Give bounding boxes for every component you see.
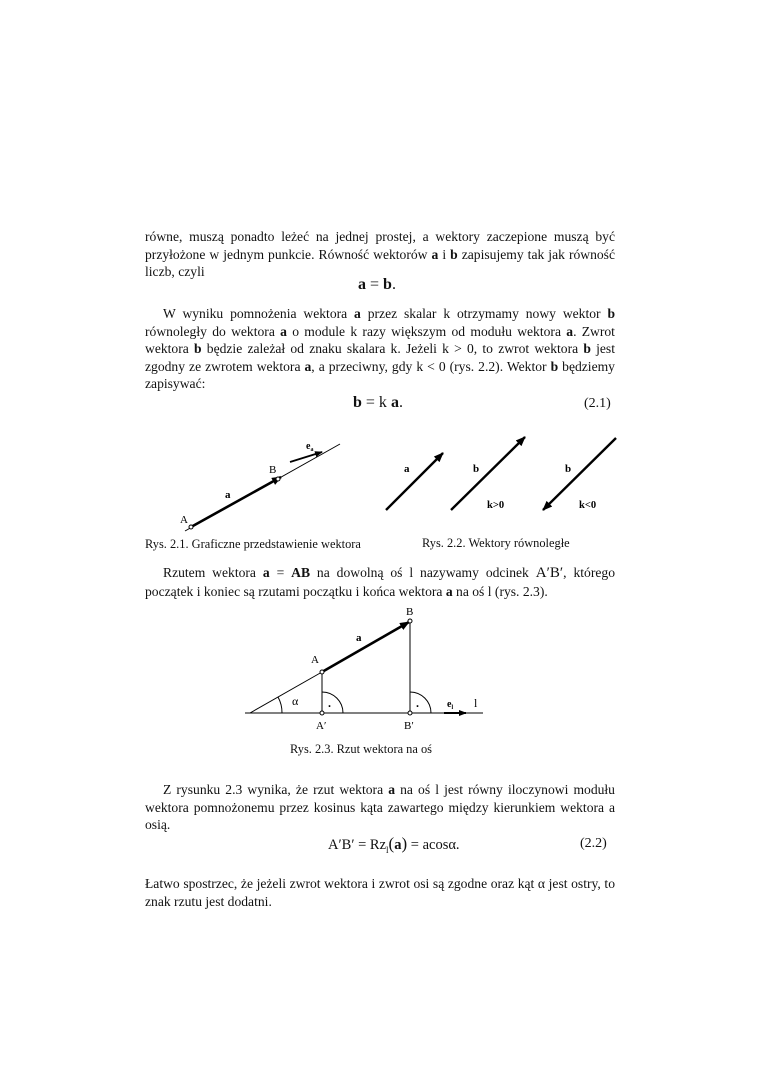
- text: będziemy zapisywać:: [145, 358, 615, 391]
- text: na oś l jest równy iloczynowi modułu wektora pomnożonemu przez kosinus kąta zawartego między kierunkiem wektora a osią.: [145, 782, 615, 832]
- fig23-angle-alpha-arc: [278, 697, 282, 713]
- paragraph-3: [145, 564, 615, 600]
- fig21-point-B: [276, 477, 280, 481]
- text: .: [398, 394, 403, 411]
- fig23-label-el: $e_l$: [447, 699, 454, 711]
- subscript: l: [386, 844, 389, 855]
- text: =: [366, 276, 384, 293]
- vector-symbol: b: [583, 341, 591, 356]
- projection-symbol: A′B′: [535, 565, 564, 581]
- vector-symbol: b: [450, 246, 458, 262]
- text: W wyniku pomnożenia wektora: [163, 306, 355, 321]
- vector-symbol: b: [353, 394, 362, 411]
- text: =: [269, 565, 292, 580]
- fig21-label-e: $e_a$: [306, 441, 314, 453]
- fig21-label-A: A: [180, 514, 188, 526]
- fig23-slant-line: [250, 672, 322, 713]
- fig22-drawing: [386, 437, 616, 511]
- fig23-point-A-prime: [320, 711, 324, 715]
- vector-symbol: a: [280, 323, 287, 339]
- text: przez skalar k otrzymamy nowy wektor: [360, 306, 608, 321]
- vector-symbol: a: [358, 276, 366, 293]
- text: równe, muszą ponadto leżeć na jednej prostej, a wektory zaczepione muszą być przyłożone w jednym punkcie. Równość wektorów: [145, 229, 615, 262]
- text: będzie zależał od znaku skalara k. Jeżeli k > 0, to zwrot wektora: [201, 341, 584, 356]
- text: . Zwrot wektora: [145, 323, 615, 356]
- fig21-drawing: [180, 441, 340, 531]
- text: i: [438, 246, 451, 262]
- text: A′B′ = Rz: [328, 837, 387, 853]
- text: , którego początek i koniec są rzutami początku i końca wektora: [145, 565, 615, 599]
- fig23-label-a: a: [356, 632, 362, 644]
- vector-symbol: b: [194, 341, 202, 356]
- text: = k: [361, 394, 391, 411]
- text: = acosα.: [407, 837, 460, 853]
- caption-fig-2-3: Rys. 2.3. Rzut wektora na oś: [290, 742, 432, 756]
- fig21-label-a: a: [225, 489, 231, 501]
- caption-fig-2-1: Rys. 2.1. Graficzne przedstawienie wektora: [145, 537, 361, 551]
- vector-symbol: a: [354, 306, 361, 321]
- equation-2-2: [328, 834, 460, 855]
- caption-fig-2-2: Rys. 2.2. Wektory równoległe: [422, 536, 570, 550]
- fig23-label-alpha: α: [292, 694, 299, 708]
- fig23-right-angle-A: [322, 692, 343, 713]
- text: równoległy do wektora: [145, 323, 281, 339]
- fig22-vector-a: [386, 453, 443, 510]
- fig22-label-a: a: [404, 463, 410, 475]
- fig23-point-B-prime: [408, 711, 412, 715]
- fig21-label-B: B: [269, 464, 277, 476]
- text: na dowolną oś l nazywamy odcinek: [310, 565, 536, 580]
- text: ): [401, 834, 408, 853]
- vector-symbol: a: [394, 837, 402, 853]
- text: zapisujemy tak jak równość liczb, czyli: [145, 246, 615, 279]
- vector-symbol: a: [566, 323, 574, 339]
- fig23-right-angle-dot-A: .: [328, 696, 331, 710]
- fig22-label-k-positive: k>0: [487, 500, 505, 511]
- fig21-point-A: [189, 525, 193, 529]
- vector-symbol: a: [304, 358, 312, 374]
- fig23-right-angle-B: [410, 692, 431, 713]
- fig23-label-B-prime: B′: [404, 720, 414, 732]
- text: jest zgodny ze zwrotem wektora: [145, 341, 615, 374]
- fig23-label-B: B: [406, 606, 414, 618]
- vector-symbol: AB: [291, 565, 311, 580]
- text: na oś l (rys. 2.3).: [452, 583, 548, 599]
- vector-symbol: a: [388, 782, 396, 797]
- fig23-label-A: A: [311, 654, 319, 666]
- text: Z rysunku 2.3 wynika, że rzut wektora: [163, 782, 389, 797]
- vector-symbol: a: [262, 565, 270, 580]
- fig21-vector-a: [191, 477, 281, 527]
- vector-symbol: b: [550, 358, 559, 374]
- fig23-right-angle-dot-B: .: [416, 696, 419, 710]
- fig22-label-k-negative: k<0: [579, 500, 597, 511]
- fig23-vector-a: [322, 622, 409, 672]
- fig23-label-l: l: [474, 696, 478, 710]
- vector-symbol: a: [445, 583, 453, 599]
- vector-symbol: a: [390, 394, 399, 411]
- fig23-label-A-prime: A′: [316, 720, 327, 732]
- vector-symbol: a: [431, 246, 439, 262]
- paragraph-4: [145, 781, 615, 834]
- vector-symbol: b: [383, 276, 392, 293]
- fig23-point-B: [408, 619, 412, 623]
- equation-number-2-1: (2.1): [584, 396, 611, 411]
- text: (: [388, 834, 395, 853]
- text: .: [391, 276, 396, 293]
- fig23-point-A: [320, 670, 324, 674]
- fig23-drawing: [245, 606, 483, 732]
- text: , a przeciwny, gdy k < 0 (rys. 2.2). Wektor: [311, 358, 551, 374]
- text: o module k razy większym od modułu wektora: [286, 323, 567, 339]
- equation-number-2-2: (2.2): [580, 836, 607, 851]
- paragraph-5: Łatwo spostrzec, że jeżeli zwrot wektora i zwrot osi są zgodne oraz kąt α jest ostry, to znak rzutu jest dodatni.: [145, 876, 615, 909]
- fig22-label-b2: b: [565, 463, 572, 475]
- fig22-label-b1: b: [473, 463, 480, 475]
- vector-symbol: b: [607, 306, 615, 321]
- text: Rzutem wektora: [163, 565, 263, 580]
